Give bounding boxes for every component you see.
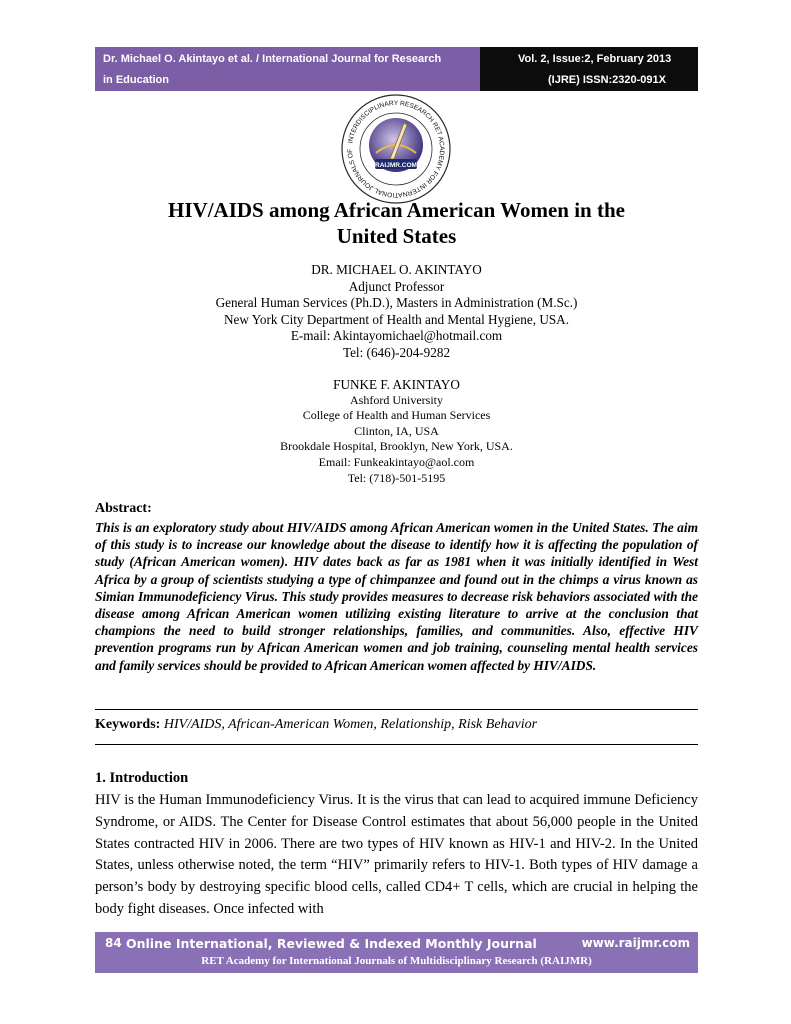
author-2-university: Ashford University [350, 392, 443, 407]
author-1-name: DR. MICHAEL O. AKINTAYO [311, 262, 482, 277]
logo-ring-text: INTERDISCIPLINARY RESEARCH RET ACADEMY FOR INTERNATIONAL JOURNALS OF [346, 99, 446, 199]
author-1-position: Adjunct Professor [348, 278, 445, 294]
introduction-heading: 1. Introduction [95, 770, 189, 786]
paper-title-line1: HIV/AIDS among African American Women in the [168, 198, 625, 222]
introduction-text: HIV is the Human Immunodeficiency Virus. It is the virus that can lead to acquired immune Deficiency Syndrome, or AIDS. The Center for Disease Control estimates that about 56,000 people in the United States contracted HIV in 2006. There are two types of HIV known as HIV-1 and HIV-2. In the United States, unless otherwise noted, the term “HIV” primarily refers to HIV-1. Both types of HIV damage a person’s body by destroying specific blood cells, called CD4+ T cells, which are crucial in helping the body fight diseases. Once infected with [95, 792, 698, 917]
page-number: 84 [105, 936, 122, 950]
divider-bottom [95, 744, 698, 745]
author-2-college: College of Health and Human Services [302, 408, 491, 423]
author-2-email: Email: Funkeakintayo@aol.com [318, 454, 475, 469]
footer-website-link[interactable]: www.raijmr.com [581, 936, 690, 950]
author-2-location: Clinton, IA, USA [354, 423, 439, 438]
author-1-affiliation: New York City Department of Health and Mental Hygiene, USA. [223, 311, 569, 327]
paper-title [95, 197, 698, 249]
keywords-line [95, 717, 537, 733]
abstract-heading: Abstract: [95, 501, 152, 516]
keywords-label: Keywords: [95, 717, 161, 732]
journal-header-right [480, 47, 698, 91]
journal-footer [95, 932, 698, 973]
paper-title-line2: United States [336, 224, 457, 248]
author-2-phone: Tel: (718)-501-5195 [347, 470, 446, 485]
author-1-phone: Tel: (646)-204-9282 [342, 344, 451, 360]
logo-seal-icon [340, 93, 452, 205]
header-volume-issue: Vol. 2, Issue:2, February 2013 [518, 53, 672, 65]
journal-header-left [95, 47, 480, 91]
footer-journal-title: Online International, Reviewed & Indexed Monthly Journal [126, 936, 537, 951]
header-journal-line1: Dr. Michael O. Akintayo et al. / International Journal for Research [103, 53, 442, 65]
abstract-text: This is an exploratory study about HIV/AIDS among African American women in the United States. The aim of this study is to increase our knowledge about the disease to identify how it is affecting the population of study (African American women). HIV dates back as far as 1981 when it was initially identified in West Africa by a group of scientists studying a type of chimpanzee and found out in the chimps a virus known as Simian Immunodeficiency Virus. This study provides measures to decrease risk behaviors associated with the disease among African American women utilizing existing literature to arrive at the conclusion that champions the need to build stronger relationships, families, and communities. Also, effective HIV prevention programs run by African American women and job training, counseling mental health services and family services should be provided to African American women affected by HIV/AIDS. [95, 520, 698, 673]
author-1-block [95, 262, 698, 362]
author-2-name: FUNKE F. AKINTAYO [333, 377, 460, 392]
header-journal-line2: in Education [103, 74, 169, 86]
header-issn: (IJRE) ISSN:2320-091X [548, 74, 666, 86]
author-1-degrees: General Human Services (Ph.D.), Masters in Administration (M.Sc.) [215, 295, 578, 311]
divider-top [95, 709, 698, 710]
footer-publisher: RET Academy for International Journals of Multidisciplinary Research (RAIJMR) [201, 955, 592, 967]
author-2-block [95, 377, 698, 486]
logo-center-text: RAIJMR.COM [375, 162, 417, 169]
author-2-hospital: Brookdale Hospital, Brooklyn, New York, USA. [280, 439, 513, 454]
raijmr-logo [340, 93, 452, 205]
author-1-email: E-mail: Akintayomichael@hotmail.com [290, 328, 503, 344]
keywords-value: HIV/AIDS, African-American Women, Relationship, Risk Behavior [163, 717, 538, 732]
